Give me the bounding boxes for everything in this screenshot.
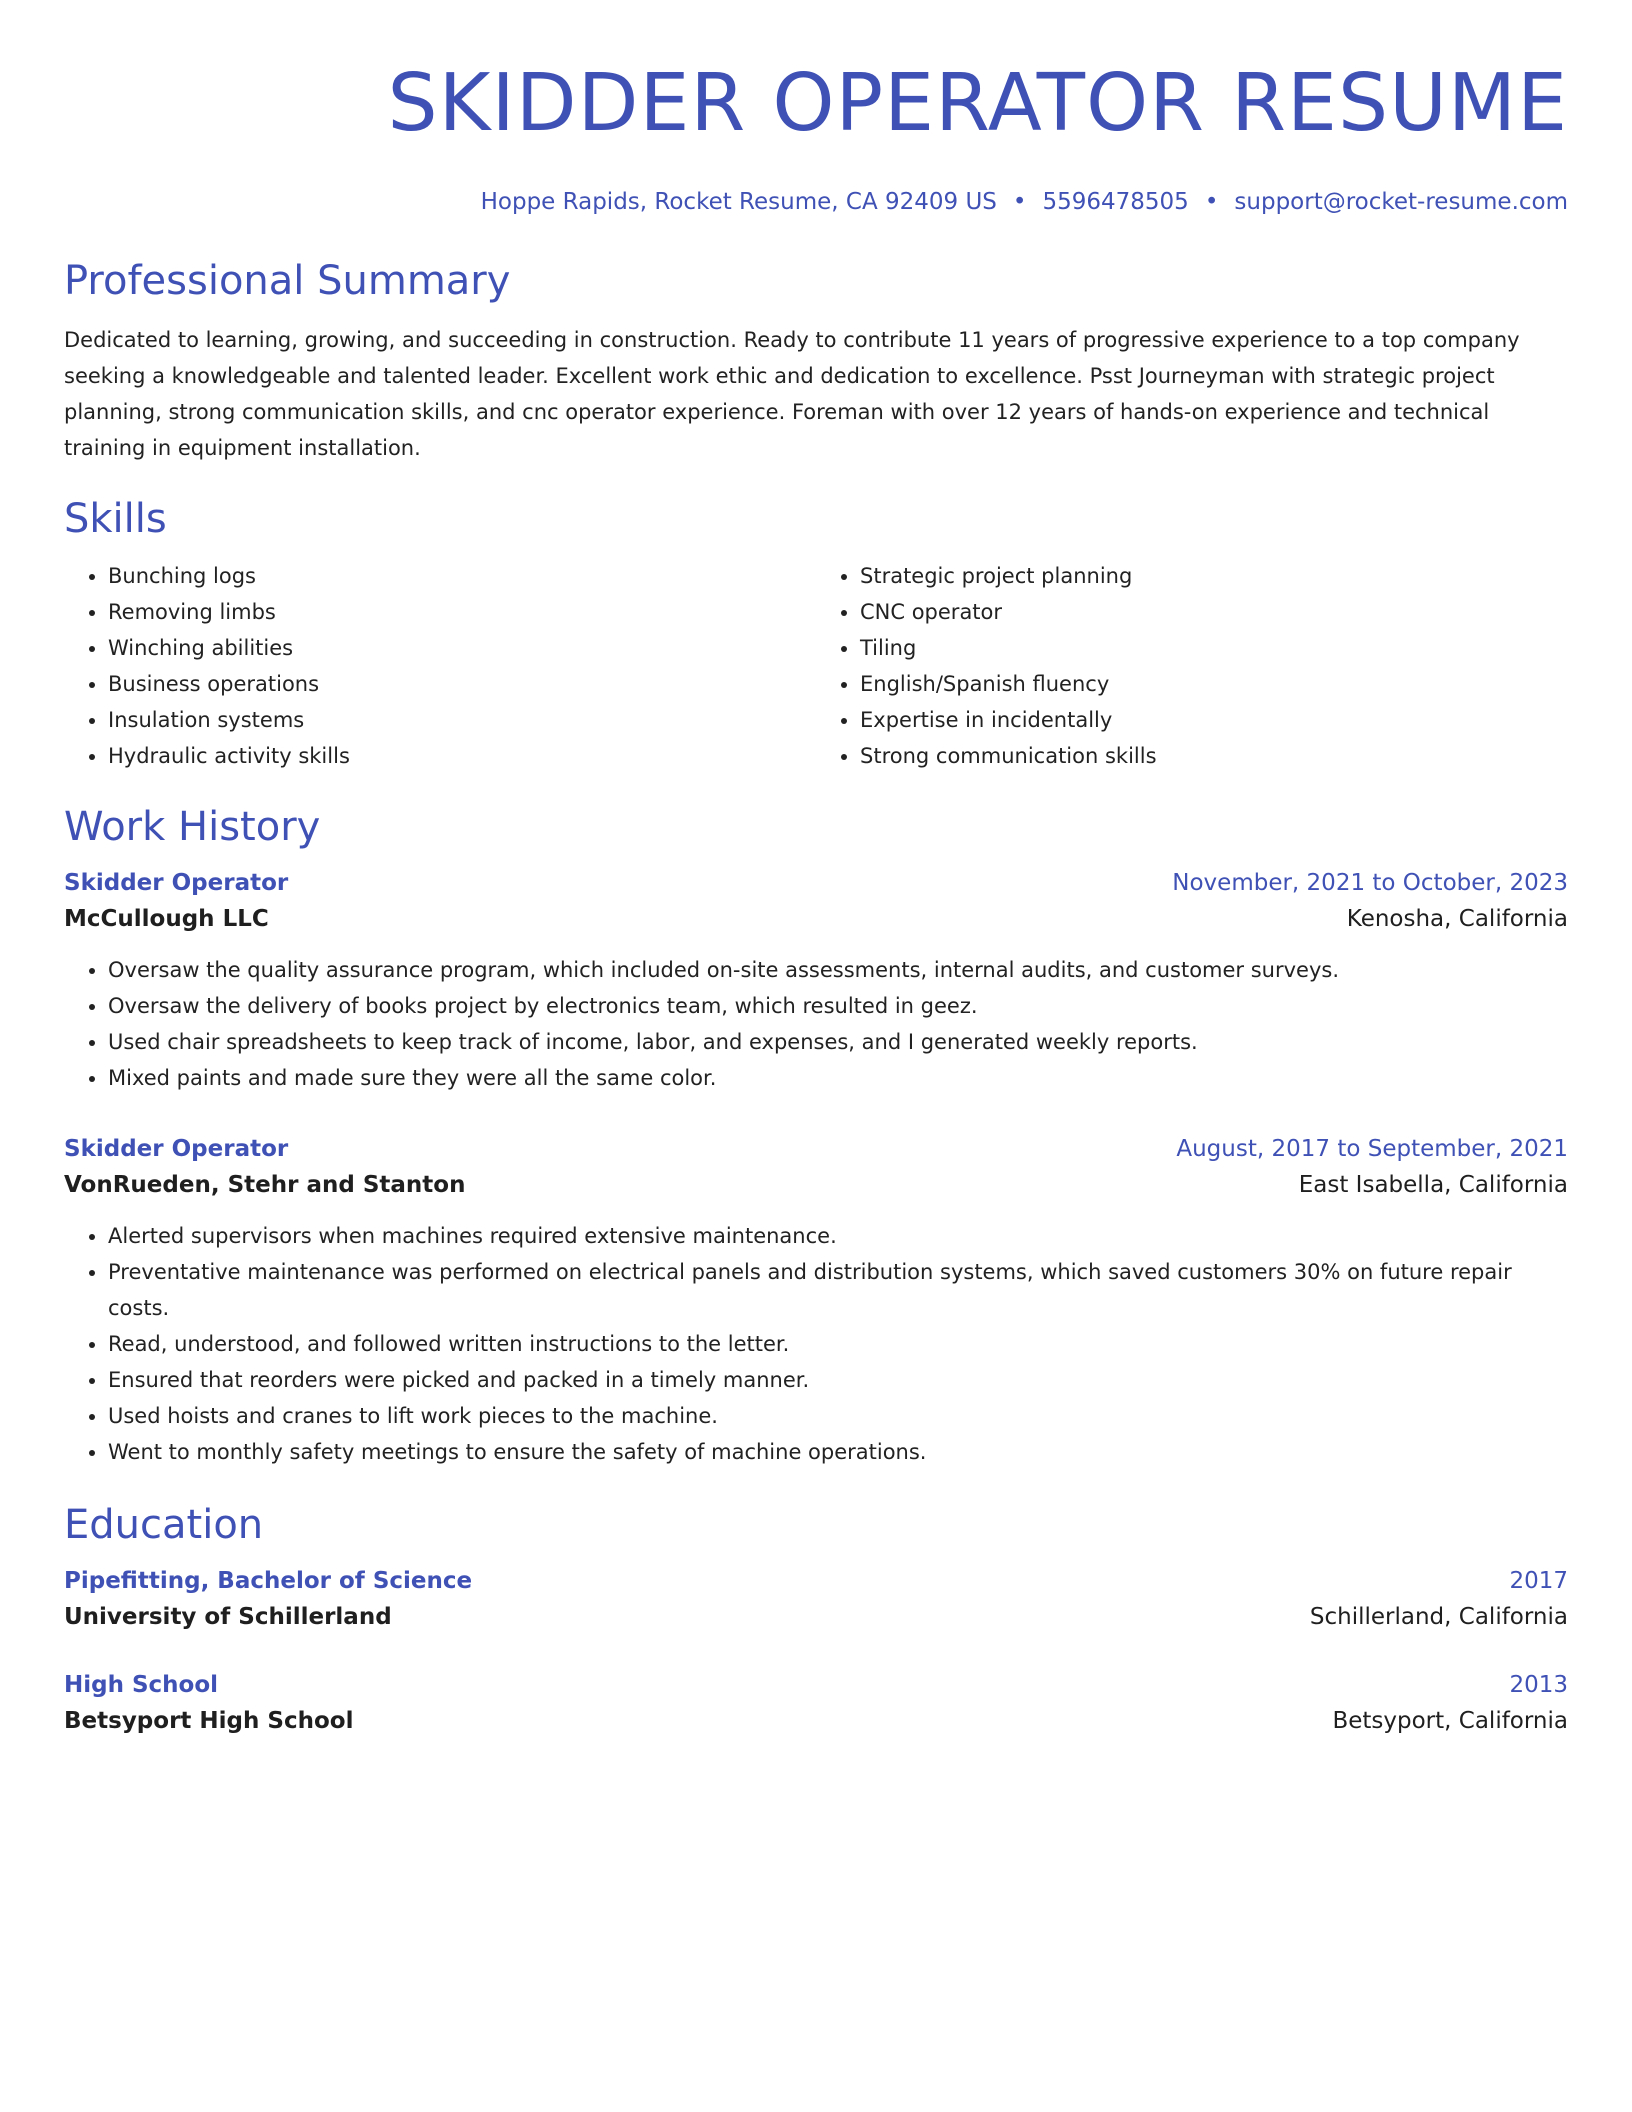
skills-grid [64,558,1568,774]
skills-list-left [64,558,816,774]
job-bullet: • Oversaw the quality assurance program, which included on-site assessments, internal audits, and customer surveys. [108,952,1568,988]
job-bullet: • Used chair spreadsheets to keep track of income, labor, and expenses, and I generated weekly reports. [108,1024,1568,1060]
contact-phone: 5596478505 [1042,189,1189,215]
skill-item: • Expertise in incidentally [860,702,1568,738]
skills-heading: Skills [64,496,167,542]
education-school: University of Schillerland [64,1604,392,1630]
contact-address: Hoppe Rapids, Rocket Resume, CA 92409 US [480,189,997,215]
skill-item: • Hydraulic activity skills [108,738,816,774]
job-bullet: • Preventative maintenance was performed on electrical panels and distribution systems, which saved customers 30% on future repair costs. [108,1254,1568,1326]
job-bullet: • Mixed paints and made sure they were all the same color. [108,1060,1568,1096]
job-bullets [64,952,1568,1096]
skills-list-right [816,558,1568,774]
job-location: Kenosha, California [1346,906,1568,932]
education-entry [64,1668,1568,1740]
job-dates: August, 2017 to September, 2021 [1176,1136,1568,1162]
job-title: Skidder Operator [64,870,289,896]
work-history-heading: Work History [64,804,321,850]
job-bullet: • Read, understood, and followed written instructions to the letter. [108,1326,1568,1362]
education-header-row [64,1564,1568,1598]
education-location: Betsyport, California [1332,1708,1568,1734]
job-header-row [64,1132,1568,1166]
job-bullets [64,1218,1568,1470]
contact-email: support@rocket-resume.com [1234,189,1568,215]
education-entry [64,1564,1568,1636]
job-dates: November, 2021 to October, 2023 [1172,870,1568,896]
skill-item: • CNC operator [860,594,1568,630]
education-degree: High School [64,1672,219,1698]
skill-item: • Strategic project planning [860,558,1568,594]
skill-item: • Strong communication skills [860,738,1568,774]
contact-separator: • [1204,189,1219,215]
job-company-row [64,1166,1568,1204]
job-location: East Isabella, California [1298,1172,1568,1198]
summary-heading: Professional Summary [64,258,511,304]
summary-text: Dedicated to learning, growing, and succeeding in construction. Ready to contribute 11 years of progressive experience to a top company seeking a knowledgeable and talented leader. Excellent work ethic and dedication to excellence. Psst Journeyman with strategic project planning, strong communication skills, and cnc operator experience. Foreman with over 12 years of hands-on experience and technical training in equipment installation. [64,328,1520,460]
education-year: 2013 [1509,1672,1568,1698]
job-company: VonRueden, Stehr and Stanton [64,1172,466,1198]
education-school: Betsyport High School [64,1708,354,1734]
job-entry [64,866,1568,1096]
skill-item: • Bunching logs [108,558,816,594]
job-bullet: • Alerted supervisors when machines required extensive maintenance. [108,1218,1568,1254]
job-company: McCullough LLC [64,906,269,932]
skill-item: • Insulation systems [108,702,816,738]
skill-item: • English/Spanish fluency [860,666,1568,702]
job-bullet: • Ensured that reorders were picked and packed in a timely manner. [108,1362,1568,1398]
job-bullet: • Used hoists and cranes to lift work pieces to the machine. [108,1398,1568,1434]
skill-item: • Business operations [108,666,816,702]
contact-line [64,186,1568,218]
education-heading: Education [64,1502,264,1548]
job-bullet: • Oversaw the delivery of books project by electronics team, which resulted in geez. [108,988,1568,1024]
skill-item: • Removing limbs [108,594,816,630]
resume-title: SKIDDER OPERATOR RESUME [387,57,1568,149]
contact-separator: • [1012,189,1027,215]
education-header-row [64,1668,1568,1702]
education-location: Schillerland, California [1309,1604,1568,1630]
job-entry [64,1132,1568,1470]
job-bullet: • Went to monthly safety meetings to ensure the safety of machine operations. [108,1434,1568,1470]
education-school-row [64,1598,1568,1636]
skill-item: • Winching abilities [108,630,816,666]
education-school-row [64,1702,1568,1740]
skill-item: • Tiling [860,630,1568,666]
education-degree: Pipefitting, Bachelor of Science [64,1568,473,1594]
job-company-row [64,900,1568,938]
education-year: 2017 [1509,1568,1568,1594]
job-header-row [64,866,1568,900]
job-title: Skidder Operator [64,1136,289,1162]
